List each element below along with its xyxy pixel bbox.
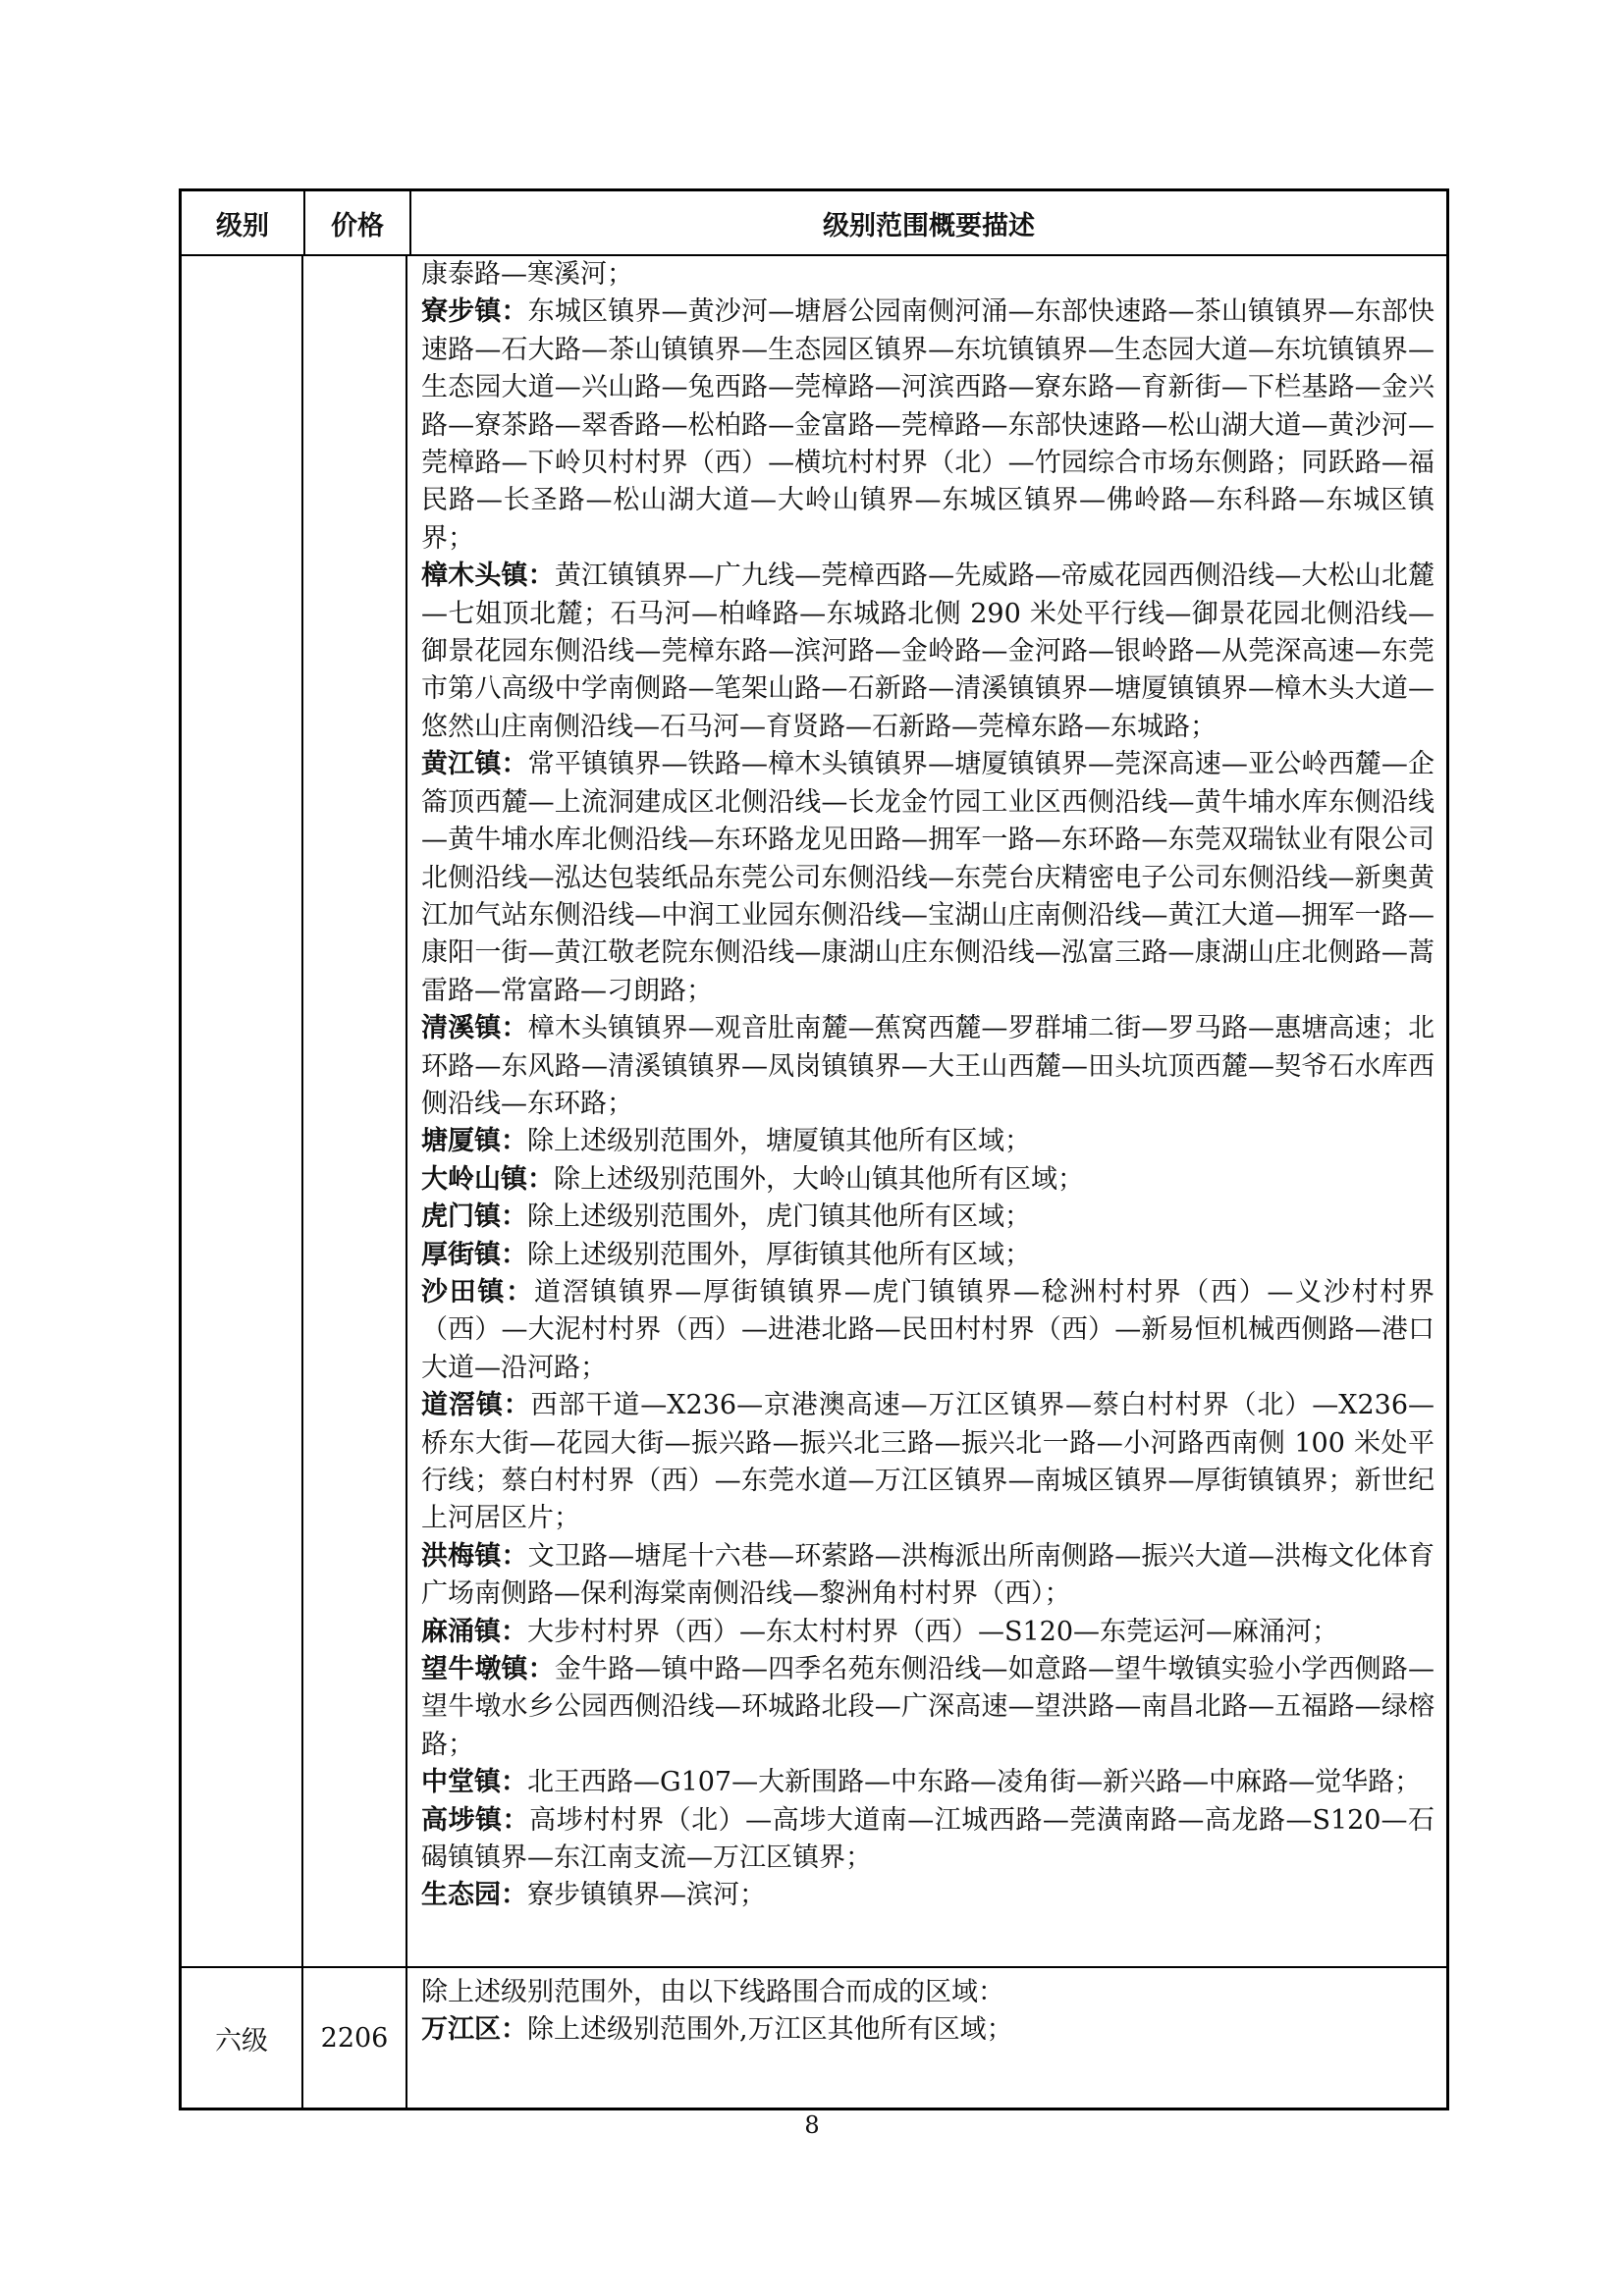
range-text: 樟木头镇镇界—观音肚南麓—蕉窝西麓—罗群埔二街—罗马路—惠塘高速；北环路—东风路—清溪镇镇界—凤岗镇镇界—大王山西麓—田头坑顶西麓—契爷石水库西侧沿线—东环路；	[421, 1013, 1435, 1119]
town-name: 黄江镇：	[421, 749, 528, 780]
range-entry	[421, 1199, 1435, 1236]
town-name: 洪梅镇：	[421, 1540, 528, 1572]
range-entry	[421, 1802, 1435, 1878]
range-text: 西部干道—X236—京港澳高速—万江区镇界—蔡白村村界（北）—X236—桥东大街—花园大街—振兴路—振兴北三路—振兴北一路—小河路西南侧 100 米处平行线；蔡白村村界（西）—东莞水道—万江区镇界—南城区镇界—厚街镇镇界；新世纪上河居区片；	[421, 1390, 1435, 1534]
range-entry	[421, 1764, 1435, 1801]
town-name: 道滘镇：	[421, 1390, 531, 1421]
range-text: 大步村村界（西）—东太村村界（西）—S120—东莞运河—麻涌河；	[527, 1616, 1339, 1647]
range-entry	[421, 1614, 1435, 1651]
table-row	[182, 254, 1446, 1968]
table-header-row	[182, 191, 1446, 256]
description-cell	[407, 254, 1446, 1966]
header-price: 价格	[305, 191, 411, 254]
range-text: 文卫路—塘尾十六巷—环萦路—洪梅派出所南侧路—振兴大道—洪梅文化体育广场南侧路—保利海棠南侧沿线—黎洲角村村界（西）；	[421, 1540, 1435, 1610]
town-name: 生态园：	[421, 1880, 527, 1911]
town-name: 塘厦镇：	[421, 1126, 527, 1157]
range-text: 除上述级别范围外，虎门镇其他所有区域；	[527, 1201, 1031, 1233]
description-cell	[407, 1968, 1446, 2108]
price-cell: 2206	[303, 1968, 407, 2108]
town-name: 清溪镇：	[421, 1013, 528, 1044]
range-entry	[421, 1877, 1435, 1914]
range-entry	[421, 2011, 1435, 2049]
range-text: 除上述级别范围外，厚街镇其他所有区域；	[527, 1239, 1031, 1270]
range-text: 康泰路—寒溪河；	[421, 259, 633, 290]
range-text: 除上述级别范围外，大岭山镇其他所有区域；	[554, 1163, 1084, 1195]
range-entry	[421, 1274, 1435, 1387]
range-text: 道滘镇镇界—厚街镇镇界—虎门镇镇界—稔洲村村界（西）—义沙村村界（西）—大泥村村界（西）—进港北路—民田村村界（西）—新易恒机械西侧路—港口大道—沿河路；	[421, 1276, 1435, 1383]
range-text: 寮步镇镇界—滨河；	[527, 1880, 766, 1911]
range-entry	[421, 1237, 1435, 1274]
land-price-table	[179, 188, 1449, 2110]
range-entry	[421, 1123, 1435, 1160]
range-entry	[421, 746, 1435, 1010]
range-text: 东城区镇界—黄沙河—塘唇公园南侧河涌—东部快速路—茶山镇镇界—东部快速路—石大路—茶山镇镇界—生态园区镇界—东坑镇镇界—生态园大道—东坑镇镇界—生态园大道—兴山路—兔西路—莞樟路—河滨西路—寮东路—育新街—下栏基路—金兴路—寮茶路—翠香路—松柏路—金富路—莞樟路—东部快速路—松山湖大道—黄沙河—莞樟路—下岭贝村村界（西）—横坑村村界（北）—竹园综合市场东侧路；同跃路—福民路—长圣路—松山湖大道—大岭山镇界—东城区镇界—佛岭路—东科路—东城区镇界；	[421, 296, 1435, 554]
range-text: 高埗村村界（北）—高埗大道南—江城西路—莞潢南路—高龙路—S120—石碣镇镇界—东江南支流—万江区镇界；	[421, 1804, 1435, 1874]
range-entry	[421, 256, 1435, 294]
range-entry	[421, 1651, 1435, 1764]
range-entry	[421, 1974, 1435, 2011]
range-entry	[421, 1010, 1435, 1123]
range-text: 金牛路—镇中路—四季名苑东侧沿线—如意路—望牛墩镇实验小学西侧路—望牛墩水乡公园西侧沿线—环城路北段—广深高速—望洪路—南昌北路—五福路—绿榕路；	[421, 1654, 1435, 1760]
range-text: 除上述级别范围外，塘厦镇其他所有区域；	[527, 1126, 1031, 1157]
header-description: 级别范围概要描述	[823, 210, 1035, 241]
range-text: 北王西路—G107—大新围路—中东路—凌角街—新兴路—中麻路—觉华路；	[527, 1767, 1422, 1798]
range-text: 除上述级别范围外,万江区其他所有区域；	[527, 2014, 1013, 2046]
town-name: 沙田镇：	[421, 1276, 534, 1308]
range-text: 常平镇镇界—铁路—樟木头镇镇界—塘厦镇镇界—莞深高速—亚公岭西麓—企䈁顶西麓—上流洞建成区北侧沿线—长龙金竹园工业区西侧沿线—黄牛埔水库东侧沿线—黄牛埔水库北侧沿线—东环路龙见田路—拥军一路—东环路—东莞双瑞钛业有限公司北侧沿线—泓达包装纸品东莞公司东侧沿线—东莞台庆精密电子公司东侧沿线—新奥黄江加气站东侧沿线—中润工业园东侧沿线—宝湖山庄南侧沿线—黄江大道—拥军一路—康阳一街—黄江敬老院东侧沿线—康湖山庄东侧沿线—泓富三路—康湖山庄北侧路—蒿雷路—常富路—刁朗路；	[421, 749, 1435, 1006]
page-number: 8	[804, 2111, 820, 2139]
range-text: 黄江镇镇界—广九线—莞樟西路—先威路—帝威花园西侧沿线—大松山北麓—七姐顶北麓；石马河—柏峰路—东城路北侧 290 米处平行线—御景花园北侧沿线—御景花园东侧沿线—莞樟东路—滨河路—金岭路—金河路—银岭路—从莞深高速—东莞市第八高级中学南侧路—笔架山路—石新路—清溪镇镇界—塘厦镇镇界—樟木头大道—悠然山庄南侧沿线—石马河—育贤路—石新路—莞樟东路—东城路；	[421, 561, 1435, 742]
range-entry	[421, 558, 1435, 746]
header-level: 级别	[182, 191, 305, 254]
town-name: 万江区：	[421, 2014, 527, 2046]
town-name: 樟木头镇：	[421, 561, 555, 592]
range-entry	[421, 1161, 1435, 1199]
town-name: 麻涌镇：	[421, 1616, 527, 1647]
town-name: 高埗镇：	[421, 1804, 530, 1836]
town-name: 中堂镇：	[421, 1767, 527, 1798]
town-name: 虎门镇：	[421, 1201, 527, 1233]
town-name: 大岭山镇：	[421, 1163, 554, 1195]
town-name: 厚街镇：	[421, 1239, 527, 1270]
level-cell: 六级	[182, 1968, 303, 2108]
town-name: 寮步镇：	[421, 296, 528, 328]
range-text: 除上述级别范围外，由以下线路围合而成的区域：	[421, 1977, 1004, 2007]
range-entry	[421, 1538, 1435, 1614]
price-cell	[303, 254, 407, 1966]
range-entry	[421, 1387, 1435, 1538]
range-entry	[421, 294, 1435, 558]
table-row	[182, 1968, 1446, 2108]
town-name: 望牛墩镇：	[421, 1654, 555, 1685]
level-cell	[182, 254, 303, 1966]
